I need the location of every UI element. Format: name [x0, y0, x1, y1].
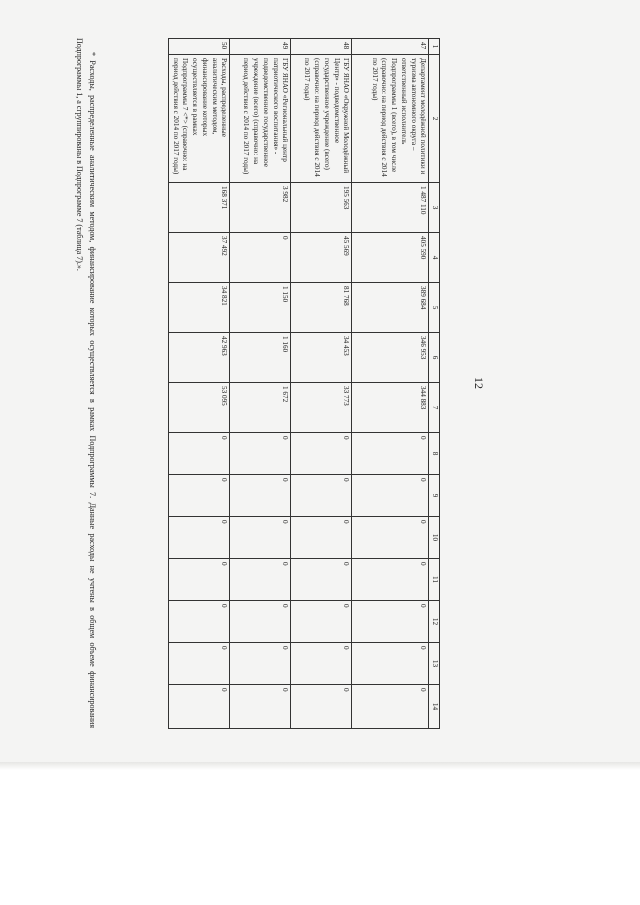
page-number: 12 — [472, 377, 486, 389]
table-cell: 0 — [352, 433, 429, 475]
table-cell: 0 — [230, 559, 291, 601]
table-cell: 0 — [168, 643, 229, 685]
table-cell: 195 563 — [291, 183, 352, 233]
column-header: 12 — [429, 601, 440, 643]
table-cell: 0 — [168, 433, 229, 475]
table-cell: 1 672 — [230, 383, 291, 433]
table-cell: 0 — [168, 685, 229, 729]
table-cell: 0 — [352, 643, 429, 685]
row-number: 47 — [352, 39, 429, 55]
table-cell: 42 963 — [168, 333, 229, 383]
table-cell: 37 492 — [168, 233, 229, 283]
table-row — [352, 39, 429, 729]
column-header: 6 — [429, 333, 440, 383]
table-cell: 0 — [291, 433, 352, 475]
column-header: 4 — [429, 233, 440, 283]
row-name: ГБУ ЯНАО «Окружной Молодёжный Центр» - подведомственное государственное учреждение (всего) (справочно: на период действия с 2014 по 2017 годы) — [291, 55, 352, 183]
table-cell: 1 150 — [230, 283, 291, 333]
column-header: 8 — [429, 433, 440, 475]
row-name: ГБУ ЯНАО «Региональный центр патриотического воспитания» - подведомственное государственное учреждение (всего) (справочно: на период действия с 2014 по 2017 годы) — [230, 55, 291, 183]
table-cell: 0 — [352, 685, 429, 729]
column-header: 2 — [429, 55, 440, 183]
table-cell: 0 — [291, 475, 352, 517]
table-cell: 344 883 — [352, 383, 429, 433]
table-cell: 0 — [230, 475, 291, 517]
rotated-content — [75, 38, 486, 728]
table-cell: 0 — [168, 475, 229, 517]
table-cell: 0 — [291, 643, 352, 685]
column-header: 14 — [429, 685, 440, 729]
table-cell: 0 — [291, 685, 352, 729]
table-cell: 3 982 — [230, 183, 291, 233]
table-cell: 0 — [352, 559, 429, 601]
footnote — [72, 38, 98, 728]
table-cell: 0 — [168, 601, 229, 643]
table-cell: 389 684 — [352, 283, 429, 333]
table-cell: 346 953 — [352, 333, 429, 383]
table-header-row — [429, 39, 440, 729]
table-row — [168, 39, 229, 729]
table-cell: 34 821 — [168, 283, 229, 333]
table-cell: 0 — [168, 517, 229, 559]
table-cell: 0 — [230, 233, 291, 283]
table-cell: 0 — [230, 685, 291, 729]
table-cell: 0 — [291, 517, 352, 559]
column-header: 11 — [429, 559, 440, 601]
table-cell: 34 453 — [291, 333, 352, 383]
table-cell: 81 768 — [291, 283, 352, 333]
row-name: Расходы, распределенные аналитическим методом, финансирование которых осуществляется в рамках Подпрограммы 7 <*> (справочно: на период действия с 2014 по 2017 годы) — [168, 55, 229, 183]
table-cell: 1 487 110 — [352, 183, 429, 233]
table-cell: 45 569 — [291, 233, 352, 283]
table-row — [291, 39, 352, 729]
table-cell: 0 — [352, 517, 429, 559]
row-number: 48 — [291, 39, 352, 55]
table-row — [230, 39, 291, 729]
column-header: 3 — [429, 183, 440, 233]
table-cell: 1 160 — [230, 333, 291, 383]
table-cell: 168 371 — [168, 183, 229, 233]
column-header: 13 — [429, 643, 440, 685]
table-cell: 0 — [352, 475, 429, 517]
column-header: 10 — [429, 517, 440, 559]
table-cell: 0 — [291, 601, 352, 643]
footnote-text: * Расходы, распределенные аналитическим методом, финансирование которых осуществляется в рамках Подпрограммы 7. Данные расходы не учтены в общем объеме финансирования Подпрограммы 1, а сгруппированы в Подпрограмме 7 (таблица 7).». — [75, 38, 97, 728]
row-name: Департамент молодёжной политики и туризма автономного округа – ответственный исполнитель Подпрограммы 1 (всего), в том числе (справочно: на период действия с 2014 по 2017 годы) — [352, 55, 429, 183]
column-header: 5 — [429, 283, 440, 333]
scan-edge — [0, 762, 640, 770]
row-number: 49 — [230, 39, 291, 55]
table-cell: 53 095 — [168, 383, 229, 433]
table-cell: 0 — [230, 601, 291, 643]
table-cell: 405 590 — [352, 233, 429, 283]
row-number: 50 — [168, 39, 229, 55]
column-header: 1 — [429, 39, 440, 55]
table-cell: 33 773 — [291, 383, 352, 433]
column-header: 7 — [429, 383, 440, 433]
table-cell: 0 — [230, 643, 291, 685]
table-cell: 0 — [168, 559, 229, 601]
table-cell: 0 — [291, 559, 352, 601]
table-cell: 0 — [352, 601, 429, 643]
table-cell: 0 — [230, 517, 291, 559]
table-cell: 0 — [230, 433, 291, 475]
column-header: 9 — [429, 475, 440, 517]
budget-table — [168, 38, 440, 729]
